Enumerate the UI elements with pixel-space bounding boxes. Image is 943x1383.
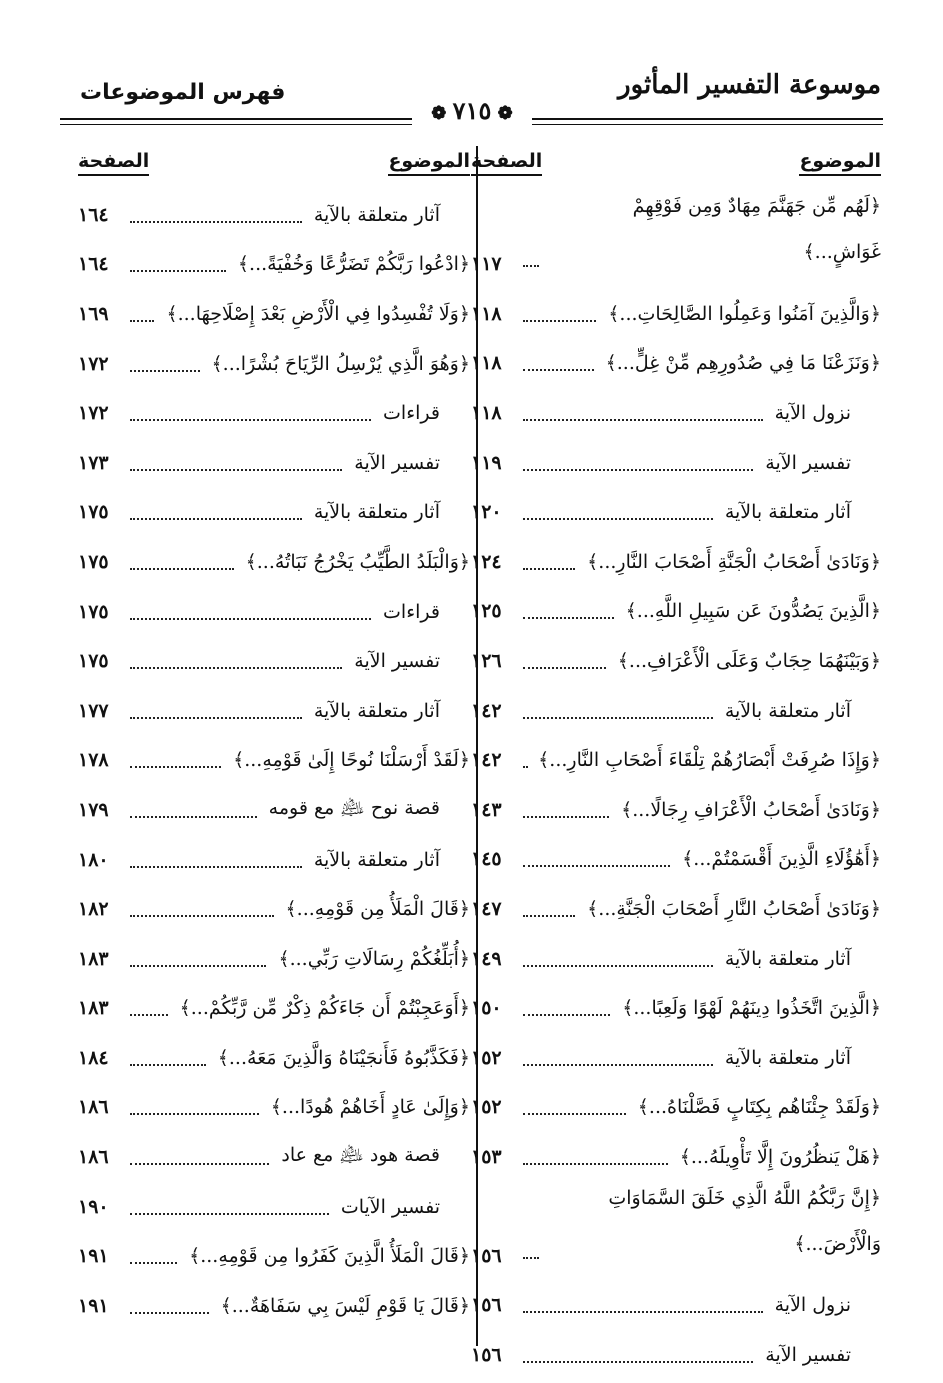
index-entry xyxy=(78,686,470,736)
index-entry xyxy=(78,1231,470,1281)
dot-leader xyxy=(523,518,713,520)
entry-page-number: ١٦٤ xyxy=(78,253,109,276)
entry-page-number: ١٨٢ xyxy=(78,898,109,921)
dot-leader xyxy=(523,717,713,719)
dot-leader xyxy=(130,1213,329,1215)
dot-leader xyxy=(130,667,342,669)
entry-title: ﴿أَوَعَجِبْتُمْ أَن جَاءَكُمْ ذِكْرٌ مِّن رَّبِّكُمْ...﴾ xyxy=(179,997,470,1020)
entry-title: ﴿وَلَا تُفْسِدُوا فِي الْأَرْضِ بَعْدَ إِصْلَاحِهَا...﴾ xyxy=(166,302,470,325)
entry-page-number: ١٧٥ xyxy=(78,501,109,524)
entry-title: ﴿أَهَٰؤُلَاءِ الَّذِينَ أَقْسَمْتُمْ...﴾ xyxy=(682,848,881,871)
entry-title: آثار متعلقة بالآية xyxy=(313,203,440,226)
index-entry xyxy=(471,686,881,736)
entry-title: تفسير الآية xyxy=(765,1344,851,1367)
entry-title: ﴿وَإِلَىٰ عَادٍ أَخَاهُمْ هُودًا...﴾ xyxy=(270,1096,470,1119)
dot-leader xyxy=(523,865,670,867)
dot-leader xyxy=(130,469,342,471)
entry-page-number: ١٤٩ xyxy=(471,947,502,970)
entry-title: ﴿أُبَلِّغُكُمْ رِسَالَاتِ رَبِّي...﴾ xyxy=(278,947,470,970)
page-header: الصفحة xyxy=(471,150,542,176)
dot-leader xyxy=(523,1064,713,1066)
left-column xyxy=(78,146,470,1331)
page-number-box xyxy=(412,96,532,125)
ornament-icon: ❁ xyxy=(431,103,453,124)
entry-page-number: ١٥٢ xyxy=(471,1046,502,1069)
index-entry xyxy=(78,438,470,488)
index-entry xyxy=(471,785,881,835)
entry-page-number: ١٢٠ xyxy=(471,501,502,524)
entry-page-number: ١٤٧ xyxy=(471,897,502,920)
dot-leader xyxy=(523,1311,763,1313)
index-entry xyxy=(471,884,881,934)
dot-leader xyxy=(523,1014,610,1016)
index-entry xyxy=(78,339,470,389)
index-entry xyxy=(78,1281,470,1331)
dot-leader xyxy=(130,270,226,272)
entry-page-number: ١١٨ xyxy=(471,352,502,375)
dot-leader xyxy=(523,469,753,471)
dot-leader xyxy=(523,1113,626,1115)
index-entry xyxy=(78,636,470,686)
entry-title: ﴿قَالَ الْمَلَأُ مِن قَوْمِهِ...﴾ xyxy=(285,898,470,921)
entry-page-number: ١٨٣ xyxy=(78,997,109,1020)
dot-leader xyxy=(130,1014,168,1016)
index-entry xyxy=(471,438,881,488)
entry-title: نزول الآية xyxy=(774,1294,851,1317)
index-entry xyxy=(471,1033,881,1083)
entry-list xyxy=(471,190,881,1380)
entry-page-number: ١١٩ xyxy=(471,451,502,474)
index-entry xyxy=(471,1182,881,1281)
dot-leader xyxy=(523,766,526,768)
entry-page-number: ١٢٥ xyxy=(471,600,502,623)
entry-title: ﴿الَّذِينَ اتَّخَذُوا دِينَهُمْ لَهْوًا وَلَعِبًا...﴾ xyxy=(622,997,881,1020)
entry-page-number: ١٧٣ xyxy=(78,451,109,474)
dot-leader xyxy=(523,369,594,371)
dot-leader xyxy=(523,1361,753,1363)
dot-leader xyxy=(130,221,302,223)
entry-page-number: ١٤٥ xyxy=(471,848,502,871)
entry-page-number: ١٧٧ xyxy=(78,699,109,722)
dot-leader xyxy=(130,866,302,868)
entry-page-number: ١٨٠ xyxy=(78,848,109,871)
entry-title: آثار متعلقة بالآية xyxy=(313,699,440,722)
entry-page-number: ١٨٦ xyxy=(78,1096,109,1119)
index-entry xyxy=(78,289,470,339)
dot-leader xyxy=(130,816,257,818)
entry-title: آثار متعلقة بالآية xyxy=(724,947,851,970)
entry-page-number: ١٧٢ xyxy=(78,402,109,425)
topic-header: الموضوع xyxy=(388,150,470,176)
dot-leader xyxy=(130,320,154,322)
entry-page-number: ١٩٠ xyxy=(78,1195,109,1218)
entry-page-number: ١٤٣ xyxy=(471,798,502,821)
index-entry xyxy=(471,190,881,289)
entry-title: ﴿وَنَزَعْنَا مَا فِي صُدُورِهِم مِّنْ غِلٍّ...﴾ xyxy=(605,352,881,375)
dot-leader xyxy=(130,915,274,917)
entry-title: تفسير الآية xyxy=(354,650,440,673)
topic-header: الموضوع xyxy=(799,150,881,176)
entry-page-number: ١٧٥ xyxy=(78,550,109,573)
dot-leader xyxy=(130,568,234,570)
column-header xyxy=(78,146,470,190)
entry-page-number: ١٨٤ xyxy=(78,1046,109,1069)
entry-title: ﴿وَهُوَ الَّذِي يُرْسِلُ الرِّيَاحَ بُشْرًا...﴾ xyxy=(211,352,470,375)
dot-leader xyxy=(523,1257,539,1259)
dot-leader xyxy=(130,518,302,520)
entry-title: ﴿وَلَقَدْ جِئْنَاهُم بِكِتَابٍ فَصَّلْنَاهُ...﴾ xyxy=(637,1096,881,1119)
entry-title: آثار متعلقة بالآية xyxy=(313,501,440,524)
index-entry xyxy=(78,388,470,438)
dot-leader xyxy=(130,766,221,768)
dot-leader xyxy=(523,965,713,967)
entry-page-number: ١٥٦ xyxy=(471,1344,502,1367)
book-title: موسوعة التفسير المأثور xyxy=(618,70,881,100)
entry-page-number: ١٧٥ xyxy=(78,600,109,623)
index-entry xyxy=(471,289,881,339)
index-entry xyxy=(471,835,881,885)
index-entry xyxy=(78,537,470,587)
entry-title: ﴿وَإِذَا صُرِفَتْ أَبْصَارُهُمْ تِلْقَاءَ أَصْحَابِ النَّارِ...﴾ xyxy=(538,749,881,772)
dot-leader xyxy=(130,1312,209,1314)
dot-leader xyxy=(523,1163,668,1165)
dot-leader xyxy=(523,419,763,421)
entry-title: تفسير الآيات xyxy=(340,1195,440,1218)
entry-page-number: ١٥٢ xyxy=(471,1096,502,1119)
entry-page-number: ١٤٢ xyxy=(471,749,502,772)
index-entry xyxy=(78,1033,470,1083)
dot-leader xyxy=(130,1113,259,1115)
entry-title: ﴿هَلْ يَنظُرُونَ إِلَّا تَأْوِيلَهُ...﴾ xyxy=(679,1145,881,1168)
dot-leader xyxy=(523,568,575,570)
entry-title: ﴿الَّذِينَ يَصُدُّونَ عَن سَبِيلِ اللَّهِ...﴾ xyxy=(625,600,881,623)
dot-leader xyxy=(523,667,606,669)
dot-leader xyxy=(130,370,200,372)
entry-title: قصة نوح ﵇ مع قومه xyxy=(268,796,440,819)
index-entry xyxy=(471,983,881,1033)
index-entry xyxy=(471,636,881,686)
entry-page-number: ١١٨ xyxy=(471,401,502,424)
entry-page-number: ١٤٢ xyxy=(471,699,502,722)
index-entry xyxy=(78,1132,470,1182)
index-entry xyxy=(78,240,470,290)
entry-title: قراءات xyxy=(383,402,440,425)
entry-title: نزول الآية xyxy=(774,401,851,424)
index-entry xyxy=(471,339,881,389)
index-entry xyxy=(78,1182,470,1232)
page-number: ٧١٥ xyxy=(452,96,492,125)
dot-leader xyxy=(130,965,266,967)
dot-leader xyxy=(130,1064,206,1066)
index-entry xyxy=(471,388,881,438)
entry-title: ﴿لَهُم مِّن جَهَنَّمَ مِهَادٌ وَمِن فَوْقِهِمْ غَوَاشٍ...﴾ xyxy=(632,195,881,263)
dot-leader xyxy=(130,618,371,620)
entry-page-number: ١٧٨ xyxy=(78,749,109,772)
entry-title: ﴿وَبَيْنَهُمَا حِجَابٌ وَعَلَى الْأَعْرَافِ...﴾ xyxy=(617,649,881,672)
entry-page-number: ١٥٣ xyxy=(471,1145,502,1168)
entry-page-number: ١٥٠ xyxy=(471,997,502,1020)
dot-leader xyxy=(523,915,575,917)
entry-title: قصة هود ﵇ مع عاد xyxy=(281,1144,440,1167)
entry-title: آثار متعلقة بالآية xyxy=(724,501,851,524)
index-entry xyxy=(78,934,470,984)
entry-title: ﴿فَكَذَّبُوهُ فَأَنجَيْنَاهُ وَالَّذِينَ مَعَهُ...﴾ xyxy=(217,1046,470,1069)
dot-leader xyxy=(523,816,609,818)
index-entry xyxy=(78,835,470,885)
dot-leader xyxy=(130,419,371,421)
entry-page-number: ١٩١ xyxy=(78,1294,109,1317)
entry-title: ﴿وَنَادَىٰ أَصْحَابُ الْأَعْرَافِ رِجَالًا...﴾ xyxy=(621,798,881,821)
entry-title: ﴿قَالَ الْمَلَأُ الَّذِينَ كَفَرُوا مِن قَوْمِهِ...﴾ xyxy=(189,1245,470,1268)
entry-page-number: ١٧٥ xyxy=(78,650,109,673)
ornament-icon: ❁ xyxy=(491,103,513,124)
dot-leader xyxy=(130,1262,177,1264)
index-entry xyxy=(78,984,470,1034)
page-header: الصفحة xyxy=(78,150,149,176)
entry-title: تفسير الآية xyxy=(354,451,440,474)
index-entry xyxy=(471,934,881,984)
entry-title: ﴿لَقَدْ أَرْسَلْنَا نُوحًا إِلَىٰ قَوْمِهِ...﴾ xyxy=(233,749,470,772)
entry-title: ﴿إِنَّ رَبَّكُمُ اللَّهُ الَّذِي خَلَقَ السَّمَاوَاتِ وَالْأَرْضَ...﴾ xyxy=(608,1186,881,1255)
entry-title: ﴿وَالَّذِينَ آمَنُوا وَعَمِلُوا الصَّالِحَاتِ...﴾ xyxy=(608,302,881,325)
dot-leader xyxy=(130,717,302,719)
entry-title: آثار متعلقة بالآية xyxy=(724,1046,851,1069)
entry-title: ﴿قَالَ يَا قَوْمِ لَيْسَ بِي سَفَاهَةٌ...﴾ xyxy=(220,1294,470,1317)
index-entry xyxy=(471,487,881,537)
index-entry xyxy=(78,587,470,637)
index-entry xyxy=(78,1083,470,1133)
index-entry xyxy=(471,1330,881,1380)
dot-leader xyxy=(523,617,614,619)
entry-page-number: ١٧٩ xyxy=(78,798,109,821)
index-entry xyxy=(471,537,881,587)
index-entry xyxy=(78,884,470,934)
entry-page-number: ١١٨ xyxy=(471,302,502,325)
entry-title: ﴿ادْعُوا رَبَّكُمْ تَضَرُّعًا وَخُفْيَةً...﴾ xyxy=(237,253,470,276)
entry-page-number: ١٦٩ xyxy=(78,302,109,325)
entry-title: قراءات xyxy=(383,600,440,623)
entry-list xyxy=(78,190,470,1331)
entry-title: ﴿وَنَادَىٰ أَصْحَابُ الْجَنَّةِ أَصْحَابَ النَّارِ...﴾ xyxy=(587,550,881,573)
index-entry xyxy=(78,785,470,835)
entry-page-number: ١٩١ xyxy=(78,1245,109,1268)
entry-title: ﴿وَالْبَلَدُ الطَّيِّبُ يَخْرُجُ نَبَاتُهُ...﴾ xyxy=(245,550,470,573)
entry-page-number: ١١٧ xyxy=(471,253,502,275)
entry-title: آثار متعلقة بالآية xyxy=(313,848,440,871)
entry-title: تفسير الآية xyxy=(765,451,851,474)
entry-page-number: ١٦٤ xyxy=(78,203,109,226)
entry-page-number: ١٧٢ xyxy=(78,352,109,375)
dot-leader xyxy=(130,1163,269,1165)
right-column xyxy=(471,146,881,1380)
entry-page-number: ١٨٣ xyxy=(78,947,109,970)
index-entry xyxy=(78,736,470,786)
entry-page-number: ١٥٦ xyxy=(471,1244,502,1267)
index-entry xyxy=(78,190,470,240)
index-entry xyxy=(471,587,881,637)
entry-page-number: ١٨٦ xyxy=(78,1146,109,1169)
entry-page-number: ١٥٦ xyxy=(471,1294,502,1317)
index-entry xyxy=(471,1083,881,1133)
index-entry xyxy=(78,488,470,538)
entry-title: آثار متعلقة بالآية xyxy=(724,699,851,722)
entry-page-number: ١٢٤ xyxy=(471,550,502,573)
dot-leader xyxy=(523,320,596,322)
section-title: فهرس الموضوعات xyxy=(80,80,286,105)
entry-page-number: ١٢٦ xyxy=(471,649,502,672)
index-entry xyxy=(471,1281,881,1331)
entry-title: ﴿وَنَادَىٰ أَصْحَابُ النَّارِ أَصْحَابَ الْجَنَّةِ...﴾ xyxy=(587,897,881,920)
dot-leader xyxy=(523,265,539,267)
index-entry xyxy=(471,735,881,785)
